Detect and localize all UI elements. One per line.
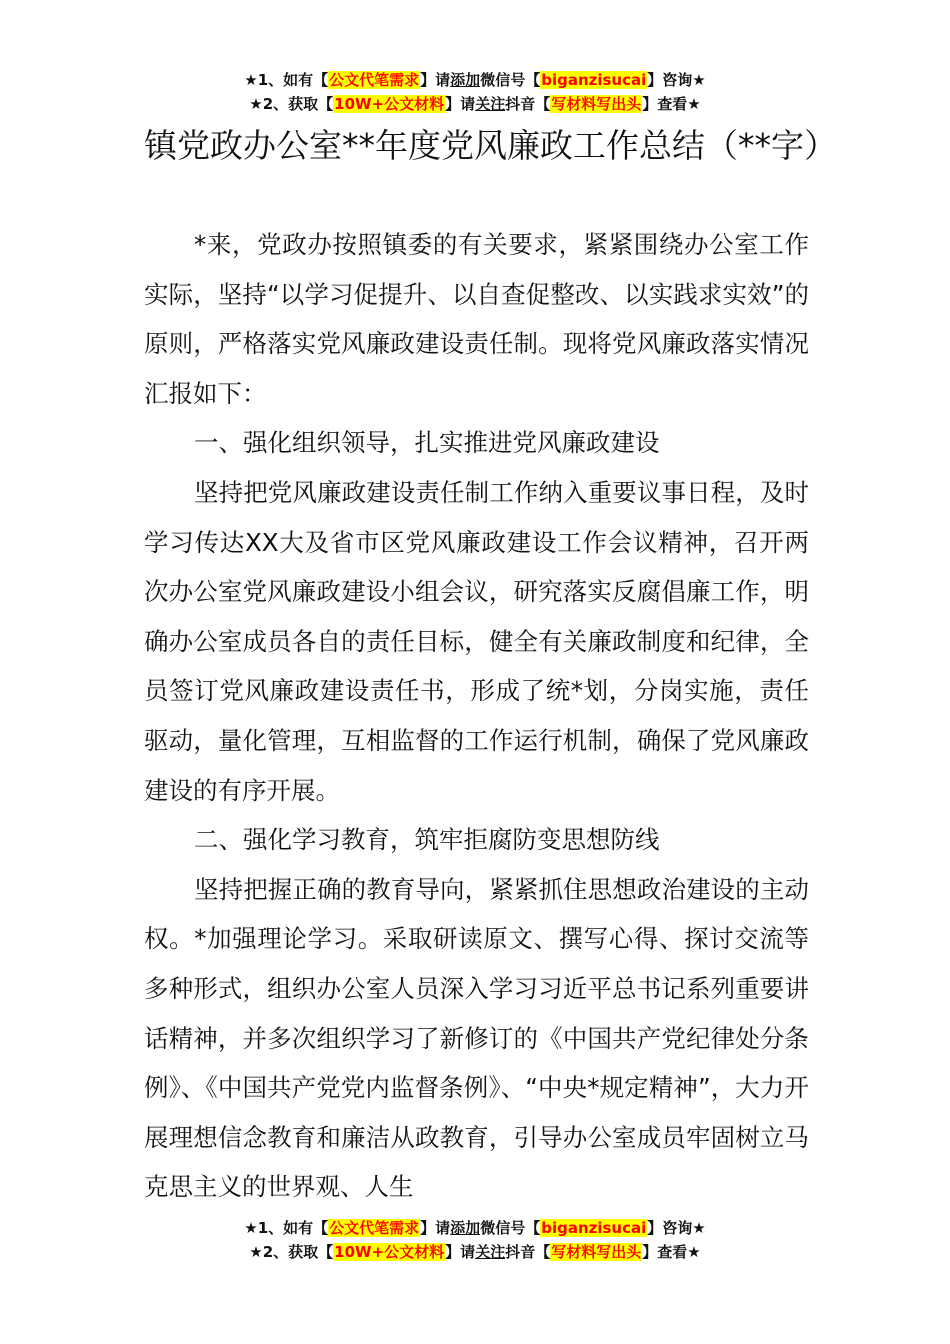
intro-paragraph: *来，党政办按照镇委的有关要求，紧紧围绕办公室工作实际，坚持“以学习促提升、以自查促整改、以实践求实效”的原则，严格落实党风廉政建设责任制。现将党风廉政落实情况汇报如下： xyxy=(144,230,809,408)
star-icon: ★ xyxy=(244,71,258,89)
document-body xyxy=(144,220,809,1212)
promo-line-1 xyxy=(0,68,950,92)
promo-text: 】请 xyxy=(445,1243,476,1261)
douyin-id-highlight: 写材料写出头 xyxy=(551,95,642,113)
promo-banner-bottom xyxy=(0,1216,950,1264)
section-heading-2: 二、强化学习教育，筑牢拒腐防变思想防线 xyxy=(194,825,660,855)
promo-line-2 xyxy=(0,1240,950,1264)
promo-underline: 关注 xyxy=(475,1243,506,1261)
promo-line-2 xyxy=(0,92,950,116)
star-icon: ★ xyxy=(249,1243,263,1261)
promo-text: 抖音【 xyxy=(505,95,551,113)
promo-text: 2、获取【 xyxy=(262,1243,334,1261)
promo-text: 抖音【 xyxy=(505,1243,551,1261)
promo-text: 】查看 xyxy=(642,95,688,113)
star-icon: ★ xyxy=(687,95,701,113)
promo-line-1 xyxy=(0,1216,950,1240)
promo-text: 1、如有【 xyxy=(257,1219,329,1237)
promo-underline: 关注 xyxy=(475,95,506,113)
douyin-id-highlight: 写材料写出头 xyxy=(551,1243,642,1261)
promo-text: 1、如有【 xyxy=(257,71,329,89)
promo-text: 微信号【 xyxy=(480,71,541,89)
promo-highlight: 公文代笔需求 xyxy=(329,1219,420,1237)
document-title: 镇党政办公室**年度党风廉政工作总结（**字） xyxy=(144,126,837,165)
promo-text: 】查看 xyxy=(642,1243,688,1261)
promo-text: 】请 xyxy=(420,1219,451,1237)
promo-text: 微信号【 xyxy=(480,1219,541,1237)
wechat-id-highlight: biganzisucai xyxy=(541,1219,647,1237)
star-icon: ★ xyxy=(244,1219,258,1237)
promo-highlight: 10W+公文材料 xyxy=(334,95,445,113)
star-icon: ★ xyxy=(692,1219,706,1237)
wechat-id-highlight: biganzisucai xyxy=(541,71,647,89)
promo-text: 2、获取【 xyxy=(262,95,334,113)
promo-text: 】请 xyxy=(445,95,476,113)
promo-text: 】咨询 xyxy=(647,1219,693,1237)
promo-underline: 添加 xyxy=(450,71,481,89)
promo-highlight: 公文代笔需求 xyxy=(329,71,420,89)
promo-banner-top xyxy=(0,68,950,116)
body-paragraph: 坚持把握正确的教育导向，紧紧抓住思想政治建设的主动权。*加强理论学习。采取研读原文、撰写心得、探讨交流等多种形式，组织办公室人员深入学习习近平总书记系列重要讲话精神，并多次组织学习了新修订的《中国共产党纪律处分条例》、《中国共产党党内监督条例》、“中央*规定精神”，大力开展理想信念教育和廉洁从政教育，引导办公室成员牢固树立马克思主义的世界观、人生 xyxy=(144,874,809,1202)
star-icon: ★ xyxy=(692,71,706,89)
promo-text: 】请 xyxy=(420,71,451,89)
star-icon: ★ xyxy=(687,1243,701,1261)
promo-text: 】咨询 xyxy=(647,71,693,89)
promo-highlight: 10W+公文材料 xyxy=(334,1243,445,1261)
body-paragraph: 坚持把党风廉政建设责任制工作纳入重要议事日程，及时学习传达XX大及省市区党风廉政建设工作会议精神，召开两次办公室党风廉政建设小组会议，研究落实反腐倡廉工作，明确办公室成员各自的责任目标，健全有关廉政制度和纪律，全员签订党风廉政建设责任书，形成了统*划，分岗实施，责任驱动，量化管理，互相监督的工作运行机制，确保了党风廉政建设的有序开展。 xyxy=(144,477,809,805)
promo-underline: 添加 xyxy=(450,1219,481,1237)
section-heading-1: 一、强化组织领导，扎实推进党风廉政建设 xyxy=(194,428,660,458)
star-icon: ★ xyxy=(249,95,263,113)
